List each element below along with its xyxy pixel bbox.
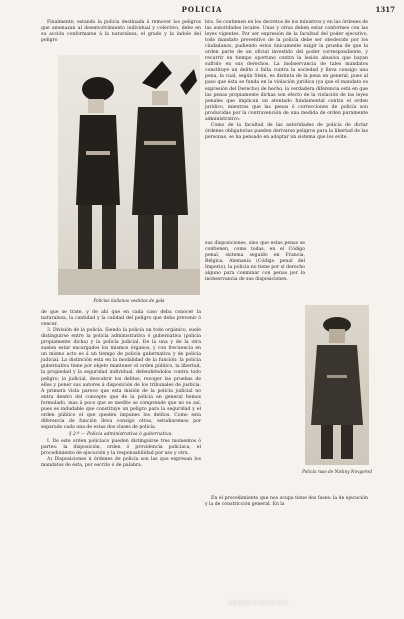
figure-caption: Policía ruso de Nishny Novgorod [302,469,372,474]
paragraph: A) Disposiciones ú órdenes de policía son las que expresan los mandatos de ésta, por escrito ó de palabra. [41,457,201,469]
figure-caption: Policías italianos vestidos de gala [93,298,165,303]
page-header [0,5,404,17]
right-column-bottom [205,496,368,508]
section-heading: § 2.º — Policía administrativa ó gubernativa. [69,431,173,437]
paragraph: Finalmente, estando la policía destinada á remover los peligros que amenazan al desenvolvimiento individual y colectivo, debe en su acción conformarse á la naturaleza, el grado y la índole del peligro [41,20,201,44]
paragraph: 3. División de la policía. Siendo la policía un todo orgánico, suele distinguirse entre la policía administrativa ó gubernativa (policía propiamente dicha) y la policía judicial. De la una y de la otra suelen estar encargados los mismos órganos, y con frecuencia en un mismo acto es á un tiempo de policía gubernativa y de policía judicial. La distinción está en la modalidad de la función: la policía gubernativa tiene por objeto mantener el orden público, la libertad, la propiedad y la seguridad individual, defendiéndolos contra todo peligro; la judicial, descubrir los delitos, recoger las pruebas de ellos y poner sus autores á disposición de los tribunales de justicia. A primera vista parece que esta misión de la policía judicial no entra dentro del concepto que de la policía en general hemos formulado, mas á poco que se medite se comprende que no es así, pues es indudable que constituye un peligro para la seguridad y el orden público el que queden impunes los delitos. Como esta diferencia de función lleva consigo otras, estudiaremos por separado cada una de estas dos clases de policía. [41,328,201,430]
paragraph: sus disposiciones, sino que estas penas se contienen, como todas, en el Código penal, sistema seguido en Francia, Bélgica, Alemania (Código penal del Imperio), la policía no tiene por sí derecho alguno para conminar con penas por la inobservancia de sus disposiciones. [205,241,305,283]
engraving-policeman [305,305,369,465]
paragraph: Como de la facultad de las autoridades de policía de dictar órdenes obligatorias pueden derivarse peligros para la libertad de las personas, se ha pensado en adoptar un sistema que los evite. [205,122,368,140]
page-number: 1317 [375,5,395,14]
paragraph: En el procedimiento que nos ocupa tiene dos fases: la de ejecución y la de constricción general. En la [205,496,368,508]
photo-russian-policeman [305,305,369,465]
engraving-two-policemen [58,55,200,295]
paragraph: de que se trate, y de ahí que en cada caso deba conocer la naturaleza, la cantidad y la calidad del peligro que deba prevenir ó vencer. [41,310,201,328]
paragraph: bra. Se contienen en los decretos de los ministros y en las órdenes de las autoridades locales. Unas y otras deben estar conformes con las leyes vigentes. Por ser expresión de la facultad del poder ejecutivo, todo mandato preventivo de la policía debe ser obedecido por los ciudadanos, pudiendo estos únicamente exigir la prueba de que la orden parte de un oficial investido del poder correspondiente, y recurrir en tiempo oportuno contra la lesión abusiva que hayan sufrido en sus derechos. La inobservancia de tales mandatos constituye un delito ó falta contra la sociedad y lleva consigo una pena, la cual, según Stein, es distinta de la pena en general, pues al paso que ésta se funda en la violación jurídica (ya que el mandato es expresión del Derecho) de hecho, la verdadera diferencia está en que las penas propiamente dichas son efecto de la violación de las leyes penales que implican un atentado fundamental contra el orden jurídico, mientras que las penas ó correcciones de policía son producidas por la contravención de una medida de orden puramente administrativo. [205,20,368,122]
right-column-top [205,20,368,141]
left-column-bottom [41,310,201,469]
paragraph: I. De este orden policíaco pueden distinguirse tres momentos ó partes: la disposición, orden ó providencia policíaca, el procedimiento de ejecución y la responsabilidad por uso y otra. [41,438,201,457]
photo-italian-police [58,55,200,295]
left-column-top [41,20,201,44]
watermark: todocoleccion [228,598,289,607]
right-column-middle [205,241,305,283]
running-title: POLICIA [181,5,223,14]
